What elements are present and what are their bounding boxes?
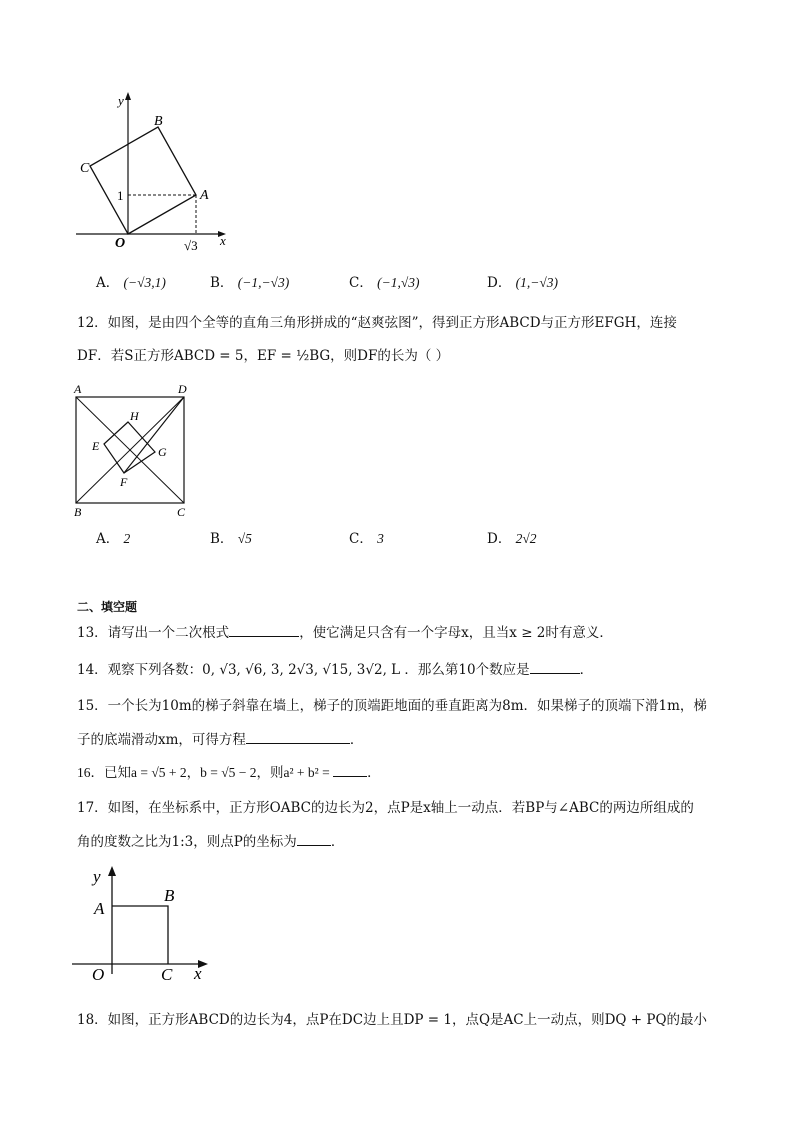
label-x: x bbox=[220, 233, 226, 248]
label-A: A bbox=[94, 899, 105, 918]
q13-answer-blank[interactable] bbox=[229, 622, 299, 637]
option-value: 3 bbox=[377, 531, 384, 546]
label-A: A bbox=[200, 188, 209, 203]
q17-line1: 17．如图，在坐标系中，正方形OABC的边长为2，点P是x轴上一动点．若BP与∠ABC的两边所组成的 bbox=[77, 800, 694, 816]
option-letter: B． bbox=[210, 275, 234, 291]
figure-zhao-shuang bbox=[68, 380, 198, 520]
option-letter: C． bbox=[349, 531, 373, 547]
label-y: y bbox=[93, 867, 101, 886]
q14 bbox=[77, 659, 593, 680]
label-A: A bbox=[74, 382, 82, 396]
q16-answer-blank[interactable] bbox=[333, 762, 367, 777]
q12-option-a[interactable] bbox=[96, 529, 130, 549]
q12-line1: 12．如图，是由四个全等的直角三角形拼成的“赵爽弦图”，得到正方形ABCD与正方形EFGH，连接 bbox=[77, 315, 677, 331]
q12-option-d[interactable] bbox=[487, 529, 537, 549]
q17-answer-blank[interactable] bbox=[297, 831, 331, 846]
q17-text-after: ． bbox=[330, 834, 345, 850]
label-B: B bbox=[74, 505, 82, 519]
option-letter: D． bbox=[487, 275, 512, 291]
figure-rotated-square bbox=[70, 88, 240, 260]
q16-text-before: 16．已知a = √5 + 2，b = √5 − 2，则a² + b² = bbox=[77, 765, 334, 780]
option-value: (−1,√3) bbox=[377, 275, 420, 290]
q16-text-after: ． bbox=[367, 765, 381, 781]
option-letter: D． bbox=[487, 531, 512, 547]
option-value: (−√3,1) bbox=[123, 275, 166, 290]
option-value: √5 bbox=[237, 531, 252, 546]
q13 bbox=[77, 622, 613, 643]
section-title-fill-in: 二、填空题 bbox=[77, 600, 138, 614]
q16 bbox=[77, 762, 381, 783]
q15-line2 bbox=[77, 729, 363, 750]
label-E: E bbox=[92, 439, 100, 453]
q14-text-before: 14．观察下列各数：0, √3, √6, 3, 2√3, √15, 3√2, L ．那么第10个数应是 bbox=[77, 662, 530, 678]
label-B: B bbox=[154, 114, 163, 129]
square-oabc bbox=[90, 127, 196, 234]
label-y: y bbox=[118, 93, 124, 108]
label-sqrt3: √3 bbox=[184, 238, 198, 253]
y-axis-arrow-icon bbox=[125, 92, 131, 100]
q15-line1: 15．一个长为10m的梯子斜靠在墙上，梯子的顶端距地面的垂直距离为8m．如果梯子的顶端下滑1m，梯 bbox=[77, 698, 707, 714]
label-D: D bbox=[178, 382, 187, 396]
label-C: C bbox=[80, 161, 90, 176]
label-O: O bbox=[92, 965, 105, 984]
q12-option-b[interactable] bbox=[210, 529, 252, 549]
q15-text-before: 子的底端滑动xm，可得方程 bbox=[77, 732, 246, 748]
q14-answer-blank[interactable] bbox=[530, 659, 580, 674]
label-B: B bbox=[164, 886, 175, 905]
option-value: (1,−√3) bbox=[515, 275, 559, 290]
q17-text-before: 角的度数之比为1:3，则点P的坐标为 bbox=[77, 834, 297, 850]
q14-text-after: ． bbox=[579, 662, 594, 678]
q11-option-b[interactable] bbox=[210, 273, 289, 293]
option-value: 2 bbox=[123, 531, 131, 546]
option-letter: A． bbox=[96, 531, 120, 547]
label-one: 1 bbox=[117, 188, 124, 203]
q11-option-a[interactable] bbox=[96, 273, 166, 293]
option-value: (−1,−√3) bbox=[237, 275, 290, 290]
q17-line2 bbox=[77, 831, 344, 852]
square-sides bbox=[112, 906, 168, 964]
option-letter: C． bbox=[349, 275, 373, 291]
label-F: F bbox=[120, 475, 128, 489]
option-letter: A． bbox=[96, 275, 120, 291]
label-H: H bbox=[130, 409, 139, 423]
q12-option-c[interactable] bbox=[349, 529, 384, 549]
q18: 18．如图，正方形ABCD的边长为4，点P在DC边上且DP = 1，点Q是AC上一动点，则DQ + PQ的最小 bbox=[77, 1012, 708, 1028]
q15-answer-blank[interactable] bbox=[246, 729, 350, 744]
q15-text-after: ． bbox=[349, 732, 364, 748]
figure-square-oabc bbox=[68, 862, 218, 984]
label-O: O bbox=[115, 236, 126, 251]
option-value: 2√2 bbox=[515, 531, 537, 546]
q13-text-after: ，使它满足只含有一个字母x，且当x ≥ 2时有意义． bbox=[299, 625, 613, 641]
q11-option-c[interactable] bbox=[349, 273, 420, 293]
label-C: C bbox=[161, 965, 173, 984]
label-G: G bbox=[158, 445, 167, 459]
y-axis-arrow-icon bbox=[108, 866, 116, 876]
q12-line2: DF．若S正方形ABCD = 5，EF = ½BG，则DF的长为（ ） bbox=[77, 348, 450, 364]
q13-text-before: 13．请写出一个二次根式 bbox=[77, 625, 230, 641]
option-letter: B． bbox=[210, 531, 234, 547]
label-C: C bbox=[177, 505, 186, 519]
label-x: x bbox=[194, 964, 202, 983]
q11-option-d[interactable] bbox=[487, 273, 558, 293]
